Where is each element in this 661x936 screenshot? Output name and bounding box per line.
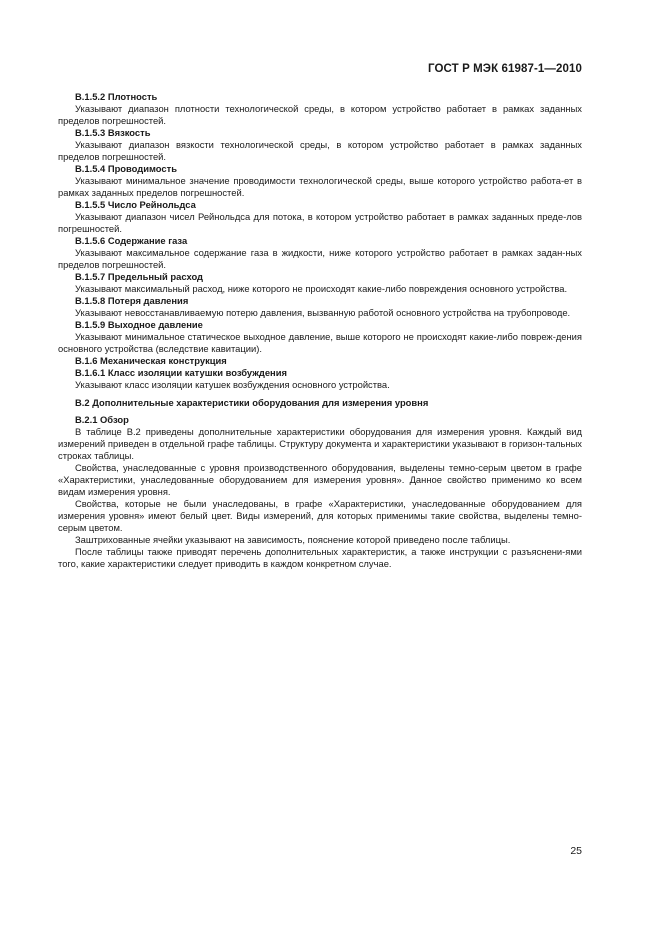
paragraph: Указывают минимальное статическое выходное давление, выше которого не происходят какие-либо повреж-дения основного устройства (вследствие кавитации). [58, 331, 582, 354]
paragraph: После таблицы также приводят перечень дополнительных характеристик, а также инструкции с разъяснени-ями того, какие характеристики следует приводить в каждом конкретном случае. [58, 546, 582, 569]
paragraph: Указывают диапазон чисел Рейнольдса для потока, в котором устройство работает в рамках заданных преде-лов погрешностей. [58, 211, 582, 234]
section-heading: B.1.5.5 Число Рейнольдса [75, 199, 196, 210]
paragraph: Указывают минимальное значение проводимости технологической среды, выше которого устройство работа-ет в рамках заданных пределов погрешностей. [58, 175, 582, 198]
section-heading: B.1.5.8 Потеря давления [75, 295, 189, 306]
section-heading: B.1.6 Механическая конструкция [75, 355, 227, 366]
paragraph: Указывают максимальное содержание газа в жидкости, ниже которого устройство работает в рамках задан-ных пределов погрешностей. [58, 247, 582, 270]
paragraph: Указывают диапазон плотности технологической среды, в котором устройство работает в рамках заданных пределов погрешностей. [58, 103, 582, 126]
paragraph: Свойства, унаследованные с уровня производственного оборудования, выделены темно-серым цветом в графе «Характеристики, унаследованные оборудованием для измерения уровня». Данное свойство применимо ко всем видам измерения уровня. [58, 462, 582, 497]
section-heading: B.2 Дополнительные характеристики оборудования для измерения уровня [75, 397, 429, 408]
page-number: 25 [570, 845, 582, 857]
paragraph: Указывают класс изоляции катушек возбуждения основного устройства. [75, 379, 390, 390]
paragraph: Указывают максимальный расход, ниже которого не происходят какие-либо повреждения основного устройства. [75, 283, 568, 294]
section-heading: B.1.5.4 Проводимость [75, 163, 177, 174]
section-heading: B.1.5.7 Предельный расход [75, 271, 203, 282]
paragraph: В таблице B.2 приведены дополнительные характеристики оборудования для измерения уровня. Каждый вид измерений приведен в отдельной графе таблицы. Структуру документа и характеристики указывают в горизон-тальных строках таблицы. [58, 426, 582, 461]
section-heading: B.1.6.1 Класс изоляции катушки возбуждения [75, 367, 287, 378]
document-body [58, 91, 582, 570]
section-heading: B.1.5.9 Выходное давление [75, 319, 203, 330]
section-heading: B.2.1 Обзор [75, 414, 129, 425]
section-heading: B.1.5.2 Плотность [75, 91, 158, 102]
paragraph: Указывают диапазон вязкости технологической среды, в котором устройство работает в рамках заданных пределов погрешностей. [58, 139, 582, 162]
section-heading: B.1.5.6 Содержание газа [75, 235, 188, 246]
document-number-header: ГОСТ Р МЭК 61987-1—2010 [428, 63, 582, 75]
section-heading: B.1.5.3 Вязкость [75, 127, 151, 138]
paragraph: Заштрихованные ячейки указывают на зависимость, пояснение которой приведено после таблицы. [75, 534, 511, 545]
paragraph: Указывают невосстанавливаемую потерю давления, вызванную работой основного устройства на трубопроводе. [75, 307, 571, 318]
paragraph: Свойства, которые не были унаследованы, в графе «Характеристики, унаследованные оборудованием для измерения уровня» имеют белый цвет. Виды измерений, для которых применимы такие свойства, выделены темно-серым цветом. [58, 498, 582, 533]
